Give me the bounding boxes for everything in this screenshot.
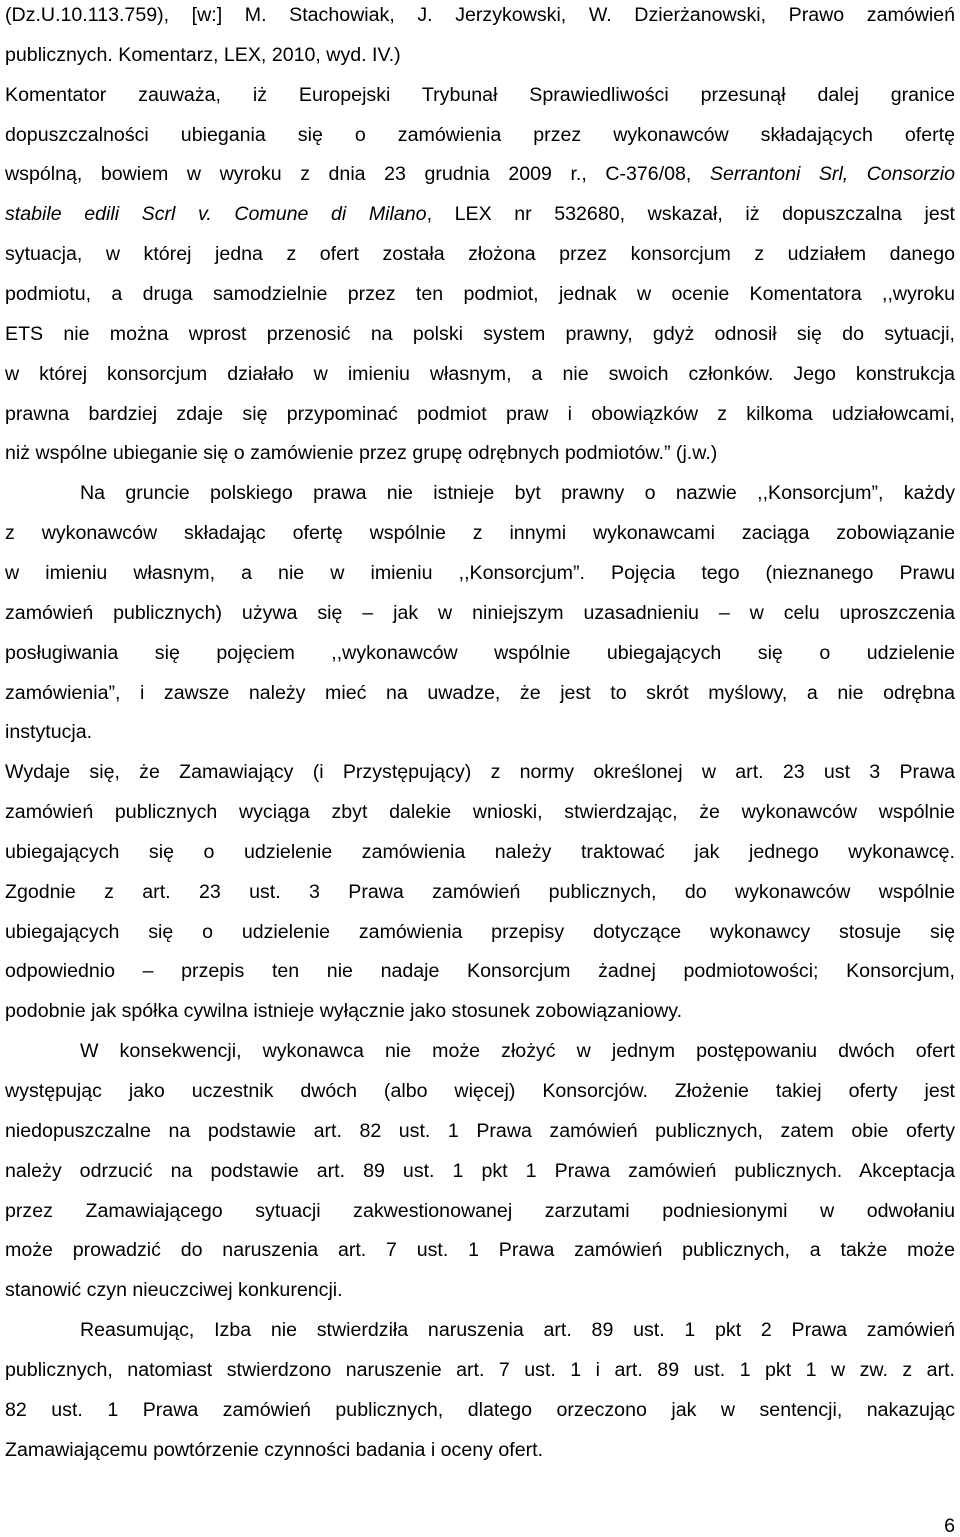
text-line: ubiegających się o udzielenie zamówienia przepisy dotyczące wykonawcy stosuje się xyxy=(5,920,955,943)
text-line: W konsekwencji, wykonawca nie może złożyć w jednym postępowaniu dwóch ofert xyxy=(80,1040,955,1063)
text-line: może prowadzić do naruszenia art. 7 ust. 1 Prawa zamówień publicznych, a także może xyxy=(5,1239,955,1262)
text-line: prawna bardziej zdaje się przypominać podmiot praw i obowiązków z kilkoma udziałowcami, xyxy=(5,402,955,425)
text-line: Reasumując, Izba nie stwierdziła naruszenia art. 89 ust. 1 pkt 2 Prawa zamówień xyxy=(80,1319,955,1341)
text-line: dopuszczalności ubiegania się o zamówienia przez wykonawców składających ofertę xyxy=(5,123,955,146)
text-line: Komentator zauważa, iż Europejski Trybunał Sprawiedliwości przesunął dalej granice xyxy=(5,83,955,106)
text-line: w której konsorcjum działało w imieniu własnym, a nie swoich członków. Jego konstrukcja xyxy=(5,362,955,385)
text-line: 82 ust. 1 Prawa zamówień publicznych, dlatego orzeczono jak w sentencji, nakazując xyxy=(5,1398,955,1421)
text-line: Wydaje się, że Zamawiający (i Przystępujący) z normy określonej w art. 23 ust 3 Prawa xyxy=(5,761,955,784)
text-line: publicznych, natomiast stwierdzono naruszenie art. 7 ust. 1 i art. 89 ust. 1 pkt 1 w zw. z art. xyxy=(5,1358,955,1381)
text-line: publicznych. Komentarz, LEX, 2010, wyd. IV.) xyxy=(5,43,401,66)
case-citation: Serrantoni Srl, Consorzio xyxy=(709,163,955,186)
text-line: niedopuszczalne na podstawie art. 82 ust. 1 Prawa zamówień publicznych, zatem obie oferty xyxy=(5,1119,955,1142)
text-line: z wykonawców składając ofertę wspólnie z innymi wykonawcami zaciąga zobowiązanie xyxy=(5,522,955,545)
text-line: zamówień publicznych) używa się – jak w niniejszym uzasadnieniu – w celu uproszczenia xyxy=(5,601,955,624)
text-line: w imieniu własnym, a nie w imieniu ,,Konsorcjum”. Pojęcia tego (nieznanego Prawu xyxy=(5,561,955,584)
text-line: Zamawiającemu powtórzenie czynności badania i oceny ofert. xyxy=(5,1438,544,1461)
text-line: ETS nie można wprost przenosić na polski system prawny, gdyż odnosił się do sytuacji, xyxy=(5,322,955,345)
text-line: Zgodnie z art. 23 ust. 3 Prawa zamówień publicznych, do wykonawców wspólnie xyxy=(5,880,955,903)
text-line: instytucja. xyxy=(5,721,93,744)
text-segment: wspólną, bowiem w wyroku z dnia 23 grudnia 2009 r., C-376/08, xyxy=(5,163,710,186)
case-citation: stabile edili Scrl v. Comune di Milano xyxy=(5,203,427,226)
text-line: ubiegających się o udzielenie zamówienia należy traktować jak jednego wykonawcę. xyxy=(5,840,955,863)
text-segment: , LEX nr 532680, wskazał, iż dopuszczalna jest xyxy=(426,203,955,226)
text-line: podmiotu, a druga samodzielnie przez ten podmiot, jednak w ocenie Komentatora ,,wyroku xyxy=(5,282,955,305)
text-line: występując jako uczestnik dwóch (albo więcej) Konsorcjów. Złożenie takiej oferty jest xyxy=(5,1080,955,1102)
text-line: odpowiednio – przepis ten nie nadaje Konsorcjum żadnej podmiotowości; Konsorcjum, xyxy=(5,960,955,983)
text-line: zamówień publicznych wyciąga zbyt dalekie wnioski, stwierdzając, że wykonawców wspólnie xyxy=(5,801,955,823)
text-line: posługiwania się pojęciem ,,wykonawców wspólnie ubiegających się o udzielenie xyxy=(5,641,955,664)
page-number: 6 xyxy=(944,1515,955,1537)
text-line: podobnie jak spółka cywilna istnieje wyłącznie jako stosunek zobowiązaniowy. xyxy=(5,1000,683,1023)
text-line: stanowić czyn nieuczciwej konkurencji. xyxy=(5,1279,343,1302)
text-line: niż wspólne ubieganie się o zamówienie przez grupę odrębnych podmiotów.” (j.w.) xyxy=(5,442,718,465)
text-line: należy odrzucić na podstawie art. 89 ust. 1 pkt 1 Prawa zamówień publicznych. Akceptacja xyxy=(5,1159,955,1182)
text-line: przez Zamawiającego sytuacji zakwestionowanej zarzutami podniesionymi w odwołaniu xyxy=(5,1199,955,1222)
text-line: (Dz.U.10.113.759), [w:] M. Stachowiak, J. Jerzykowski, W. Dzierżanowski, Prawo zamówień xyxy=(5,4,955,26)
text-line: zamówienia”, i zawsze należy mieć na uwadze, że jest to skrót myślowy, a nie odrębna xyxy=(5,681,955,704)
text-line: Na gruncie polskiego prawa nie istnieje byt prawny o nazwie ,,Konsorcjum”, każdy xyxy=(80,482,955,505)
text-line xyxy=(5,201,955,227)
text-line: sytuacja, w której jedna z ofert została złożona przez konsorcjum z udziałem danego xyxy=(5,243,955,266)
text-line xyxy=(5,161,955,187)
